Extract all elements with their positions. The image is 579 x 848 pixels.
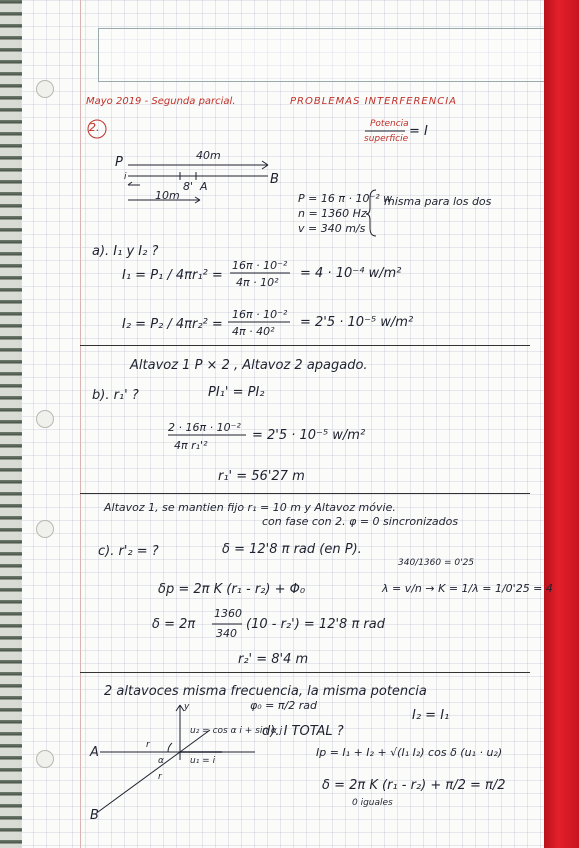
fig2-y-label: y <box>184 702 190 712</box>
part-b-label: b). r₁' ? <box>92 388 139 403</box>
intensity-result: = I <box>409 124 428 139</box>
header-title-left: Mayo 2019 - Segunda parcial. <box>86 96 236 107</box>
part-a-label: a). I₁ y I₂ ? <box>92 244 159 259</box>
part-b-result: = 2'5 · 10⁻⁵ w/m² <box>252 428 366 443</box>
part-c-eq2-right: (10 - r₂') = 12'8 π rad <box>246 617 385 632</box>
part-a-eq1-den: 4π · 10² <box>236 276 279 289</box>
label-40m: 40m <box>196 149 221 162</box>
part-d-label: d). I TOTAL ? <box>262 724 344 739</box>
part-c-answer: r₂' = 8'4 m <box>238 652 309 667</box>
fig2-u2-label: u₂ = cos α i + sin α j <box>190 726 283 736</box>
part-d-eq2-note: 0 iguales <box>352 798 393 808</box>
part-c-lambda: λ = v/n → K = 1/λ = 1/0'25 = 4 <box>382 582 553 595</box>
label-A: A <box>200 180 208 193</box>
part-b-answer: r₁' = 56'27 m <box>218 469 305 484</box>
intensity-numerator: Potencia <box>370 119 409 129</box>
part-a-eq1-lhs: I₁ = P₁ / 4πr₁² = <box>122 268 223 283</box>
given-frequency: n = 1360 Hz <box>298 207 367 220</box>
label-10m: 10m <box>155 189 180 202</box>
fig2-A-label: A <box>90 745 99 760</box>
line-to-B <box>98 752 180 812</box>
intensity-denominator: superficie <box>364 134 409 144</box>
fig2-r2-label: r <box>158 772 162 782</box>
given-power: P = 16 π · 10⁻² w <box>298 192 393 205</box>
given-speed: v = 340 m/s <box>298 222 366 235</box>
fig2-u1-label: u₁ = i <box>190 756 216 766</box>
part-c-eq2-left: δ = 2π <box>152 617 196 632</box>
label-B: B <box>270 172 279 187</box>
part-d-intro: 2 altavoces misma frecuencia, la misma potencia <box>104 684 427 699</box>
part-d-phi: φ₀ = π/2 rad <box>250 699 317 712</box>
part-c-given: δ = 12'8 π rad (en P). <box>222 542 362 557</box>
part-a-eq2-lhs: I₂ = P₂ / 4πr₂² = <box>122 317 223 332</box>
part-c-intro1: Altavoz 1, se mantien fijo r₁ = 10 m y Altavoz móvie. <box>104 501 396 514</box>
label-P: P <box>115 155 123 170</box>
header-title-right: PROBLEMAS INTERFERENCIA <box>290 96 457 107</box>
fig2-r1-label: r <box>146 740 150 750</box>
part-a-eq2-den: 4π · 40² <box>232 325 275 338</box>
part-c-side-calc: 340/1360 = 0'25 <box>398 558 475 568</box>
part-b-intro: Altavoz 1 P × 2 , Altavoz 2 apagado. <box>130 358 368 373</box>
fig2-alpha-label: α <box>158 756 164 766</box>
part-d-intensity-equal: I₂ = I₁ <box>412 708 450 723</box>
fig2-B-label: B <box>90 808 99 823</box>
given-note: misma para los dos <box>384 195 492 208</box>
part-a-eq2-result: = 2'5 · 10⁻⁵ w/m² <box>300 315 414 330</box>
part-c-label: c). r'₂ = ? <box>98 544 159 559</box>
part-b-den: 4π r₁'² <box>174 439 208 452</box>
part-b-equation: PI₁' = PI₂ <box>208 385 265 400</box>
part-c-eq2-num: 1360 <box>214 607 242 620</box>
part-a-eq1-num: 16π · 10⁻² <box>232 259 288 272</box>
part-b-num: 2 · 16π · 10⁻² <box>168 421 241 434</box>
part-a-eq2-num: 16π · 10⁻² <box>232 308 288 321</box>
part-c-eq1: δp = 2π K (r₁ - r₂) + Φ₀ <box>158 582 306 597</box>
alpha-arc <box>168 743 172 752</box>
problem-number: 2. <box>89 121 100 134</box>
part-c-intro2: con fase con 2. φ = 0 sincronizados <box>262 515 459 528</box>
part-a-eq1-result: = 4 · 10⁻⁴ w/m² <box>300 266 402 281</box>
part-d-eq1: Ip = I₁ + I₂ + √(I₁ I₂) cos δ (u₁ · u₂) <box>316 746 503 759</box>
label-8: 8' <box>183 180 194 193</box>
part-d-eq2: δ = 2π K (r₁ - r₂) + π/2 = π/2 <box>322 778 506 793</box>
part-c-eq2-den: 340 <box>216 627 237 640</box>
label-unit-i: i <box>124 172 127 182</box>
